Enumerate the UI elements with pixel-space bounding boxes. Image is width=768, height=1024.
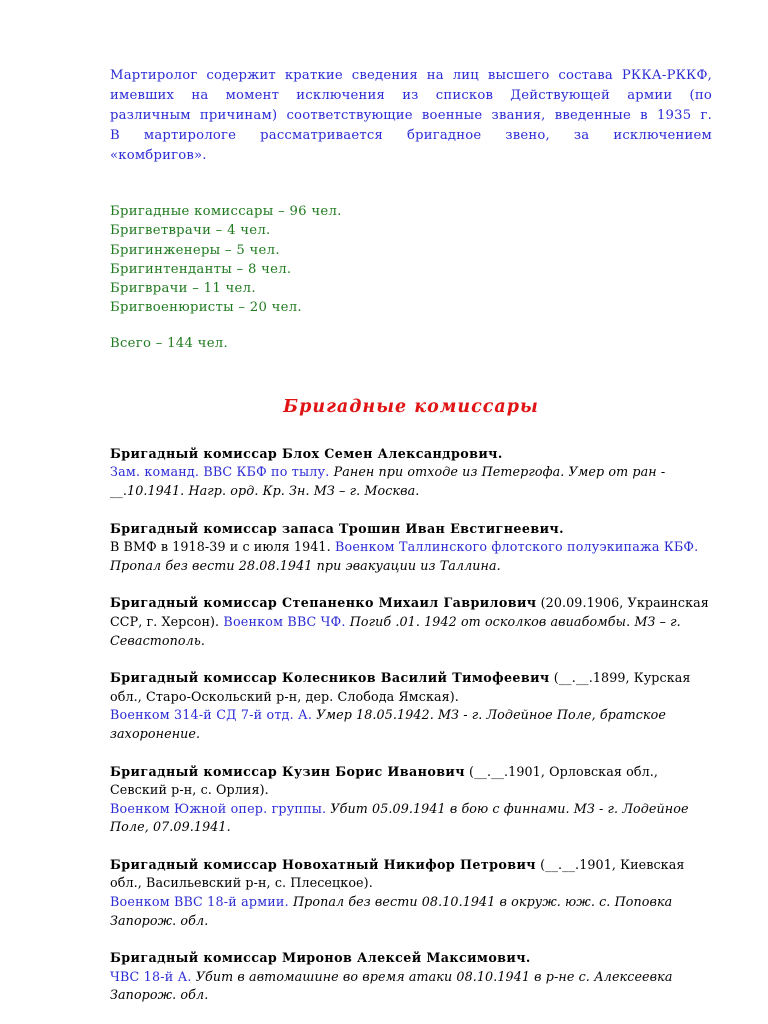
stat-line: Бригадные комиссары – 96 чел. (110, 204, 342, 219)
stat-line: Бригврачи – 11 чел. (110, 281, 256, 297)
entry-name: Бригадный комиссар Степаненко Михаил Гаврилович (110, 595, 537, 611)
entry-item (110, 763, 712, 837)
entry-details: (__.__.1901, Орловская обл., Севский р-н, с. Орлия). (110, 763, 659, 798)
entry-fate: Погиб .01. 1942 от осколков авиабомбы. МЗ – г. Севастополь. (110, 613, 681, 648)
entry-item (110, 669, 712, 743)
entry-fate: Убит в автомашине во время атаки 08.10.1941 в р-не с. Алексеевка Запорож. обл. (110, 968, 673, 1003)
entry-post: Военком 314-й СД 7-й отд. А. (110, 707, 313, 723)
entry-details: В ВМФ в 1918-39 и с июля 1941. (110, 539, 331, 555)
entry-fate: Ранен при отходе из Петергофа. Умер от ран -__.10.1941. Нагр. орд. Кр. Зн. МЗ – г. Москва. (110, 464, 666, 498)
entry-fate: Умер 18.05.1942. МЗ - г. Лодейное Поле, братское захоронение. (110, 707, 666, 741)
entry-post: Военком Южной опер. группы. (110, 800, 327, 816)
entry-post: Военком Таллинского флотского полуэкипажа КБФ. (330, 539, 699, 555)
total-line: Всего – 144 чел. (110, 335, 228, 351)
entry-post: Зам. команд. ВВС КБФ по тылу. (110, 464, 330, 480)
stat-line: Бригветврачи – 4 чел. (110, 223, 271, 239)
page-content (110, 66, 712, 1024)
entry-name: Бригадный комиссар Новохатный Никифор Петрович (110, 856, 536, 872)
entry-details: (20.09.1906, Украинская ССР, г. Херсон). (110, 595, 709, 629)
entry-item (110, 856, 712, 930)
entry-details: (__.__.1901, Киевская обл., Васильевский р-н, с. Плесецкое). (110, 856, 685, 891)
entry-post: Военком ВВС ЧФ. (219, 613, 346, 629)
entry-name: Бригадный комиссар Миронов Алексей Максимович. (110, 950, 531, 966)
entry-name: Бригадный комиссар Блох Семен Александрович. (110, 445, 503, 461)
entry-post: ЧВС 18-й А. (110, 968, 192, 984)
entry-name: Бригадный комиссар запаса Трошин Иван Евстигнеевич. (110, 520, 564, 536)
entry-fate: Пропал без вести 28.08.1941 при эвакуации из Таллина. (110, 557, 501, 573)
stat-line: Бригинженеры – 5 чел. (110, 242, 280, 258)
entry-post: Военком ВВС 18-й армии. (110, 894, 289, 910)
section-title: Бригадные комиссары (283, 396, 539, 417)
entry-name: Бригадный комиссар Кузин Борис Иванович (110, 763, 465, 779)
entry-fate: Пропал без вести 08.10.1941 в окруж. юж. с. Поповка Запорож. обл. (110, 894, 673, 928)
entry-name: Бригадный комиссар Колесников Василий Тимофеевич (110, 670, 550, 686)
stat-line: Бригинтенданты – 8 чел. (110, 261, 292, 277)
entry-item (110, 520, 712, 576)
rank-stats-list (110, 202, 712, 318)
entry-item (110, 445, 712, 501)
entry-fate: Убит 05.09.1941 в бою с финнами. МЗ - г. Лодейное Поле, 07.09.1941. (110, 800, 689, 835)
entry-details: (__.__.1899, Курская обл., Старо-Оскольский р-н, дер. Слобода Ямская). (110, 670, 691, 704)
stat-line: Бригвоенюристы – 20 чел. (110, 300, 302, 316)
intro-paragraph: Мартиролог содержит краткие сведения на лиц высшего состава РККА-РККФ, имевших на момент исключения из списков Действующей армии (по различным причинам) соответствующие военные звания, введенные в 1935 г. В мартирологе рассматривается бригадное звено, за исключением «комбригов». (110, 68, 712, 163)
entry-item (110, 594, 712, 650)
entries-list (110, 445, 712, 1005)
entry-item (110, 949, 712, 1005)
